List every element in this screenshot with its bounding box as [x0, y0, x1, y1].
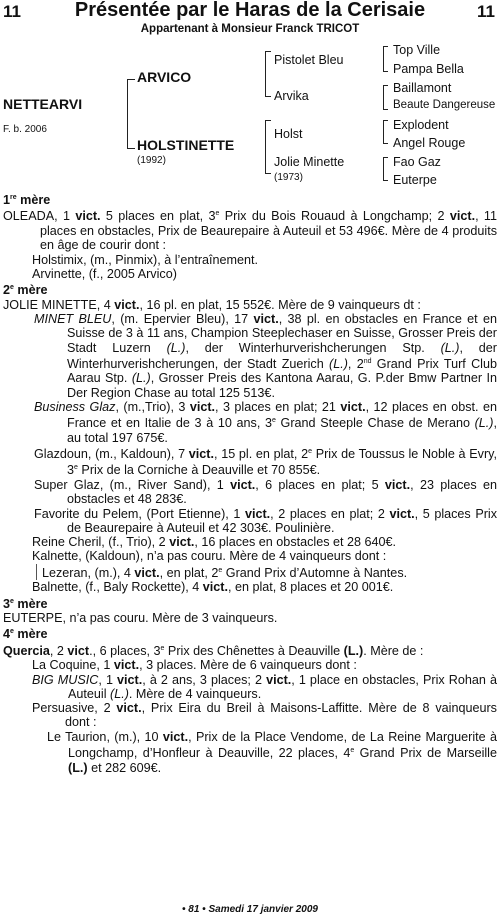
lot-number-right: 11 [477, 2, 495, 21]
gen4-2: Pampa Bella [393, 62, 464, 76]
sire-sire: Pistolet Bleu [274, 53, 344, 67]
dam-name: HOLSTINETTE [137, 137, 235, 153]
third-dam-entry: EUTERPE, n’a pas couru. Mère de 3 vainqueurs. [3, 611, 278, 625]
dam-dam: Jolie Minette [274, 155, 345, 169]
produce-persuasive: Persuasive, 2 vict., Prix Eira du Breil à Maisons-Laffitte. Mère de 8 vainqueurs dont : [32, 701, 497, 730]
horse-name: NETTEARVI [3, 96, 83, 112]
gen4-8: Euterpe [393, 173, 437, 187]
fourth-dam-heading: 4e mère [3, 627, 48, 642]
third-dam-heading: 3e mère [3, 596, 48, 611]
gen4-5: Explodent [393, 118, 449, 132]
produce-lezeran: Lezeran, (m.), 4 vict., en plat, 2e Grand Prix d’Automne à Nantes. [42, 565, 408, 580]
produce-record [3, 191, 497, 775]
first-dam-heading: 1re mère [3, 193, 51, 208]
second-dam-entry: JOLIE MINETTE, 4 vict., 16 pl. en plat, 15 552€. Mère de 9 vainqueurs dt : [3, 297, 421, 312]
gen4-7: Fao Gaz [393, 155, 441, 169]
produce-super-glaz: Super Glaz, (m., River Sand), 1 vict., 6 places en plat; 5 vict., 23 places en obstacles et 48 283€. [34, 477, 497, 507]
produce-le-taurion: Le Taurion, (m.), 10 vict., Prix de la Place Vendome, de La Reine Marguerite à Longchamp, d’Honfleur à Deauville, 22 places, 4e Grand Prix de Marseille (L.) et 282 609€. [47, 729, 498, 775]
dam-sire: Holst [274, 127, 303, 141]
fourth-dam-entry: Quercia, 2 vict., 6 places, 3e Prix des Chênettes à Deauville (L.). Mère de : [3, 643, 424, 658]
lot-number-left: 11 [3, 2, 21, 21]
sire-name: ARVICO [137, 69, 192, 85]
produce-big-music: BIG MUSIC, 1 vict., à 2 ans, 3 places; 2 vict., 1 place en obstacles, Prix Rohan à Auteuil (L.). Mère de 4 vainqueurs. [32, 672, 497, 701]
sire-dam: Arvika [274, 89, 309, 103]
produce-arvinette: Arvinette, (f., 2005 Arvico) [32, 266, 177, 281]
gen4-4: Beaute Dangereuse [393, 99, 496, 111]
produce-holstimix: Holstimix, (m., Pinmix), à l’entraînement. [32, 252, 259, 267]
produce-la-coquine: La Coquine, 1 vict., 3 places. Mère de 6 vainqueurs dont : [32, 658, 357, 673]
produce-business-glaz: Business Glaz, (m.,Trio), 3 vict., 3 places en plat; 21 vict., 12 places en obst. en France et en Italie de 3 à 10 ans, 3e Grand Steeple Chase de Merano (L.), au total 197 675€. [34, 399, 497, 445]
gen4-3: Baillamont [393, 81, 452, 95]
page-footer: • 81 • Samedi 17 janvier 2009 [182, 904, 318, 915]
page-title: Présentée par le Haras de la Cerisaie [74, 0, 426, 21]
produce-minet-bleu: MINET BLEU, (m. Epervier Bleu), 17 vict., 38 pl. en obstacles en France et en Suisse de 3 à 11 ans, Champion Steeplechaser en Suisse, Grosser Preis der Stadt Luzern (L.), der Winterhurverishcherungen Stp. (L.), der Winterhurverishcherungen, der Stadt Zuerich (L.), 2nd Grand Prix Turf Club Aarau Stp. (L.), Grosser Preis des Kantona Aarau, G. P.der Bmw Partner In Der Region Chase au total 125 513€. [34, 311, 498, 400]
gen4-1: Top Ville [393, 43, 441, 57]
produce-favorite: Favorite du Pelem, (Port Etienne), 1 vict., 2 places en plat; 2 vict., 5 places Prix de Beaurepaire à Auteuil et 42 303€. Poulinière. [34, 506, 498, 535]
second-dam-heading: 2e mère [3, 283, 48, 298]
kalnette-produce [36, 564, 497, 580]
horse-info: F. b. 2006 [3, 124, 47, 135]
dam-year: (1992) [137, 155, 166, 166]
owner-line: Appartenant à Monsieur Franck TRICOT [140, 23, 360, 35]
dam-dam-year: (1973) [274, 172, 303, 183]
produce-kalnette: Kalnette, (Kaldoun), n’a pas couru. Mère de 4 vainqueurs dont : [32, 549, 387, 564]
gen4-6: Angel Rouge [393, 136, 466, 150]
first-dam-entry: OLEADA, 1 vict. 5 places en plat, 3e Prix du Bois Rouaud à Longchamp; 2 vict., 11 places en obstacles, Prix de Beaurepaire à Auteuil et 53 496€. Mère de 4 produits en âge de courir dont : [3, 209, 498, 253]
produce-glazdoun: Glazdoun, (m., Kaldoun), 7 vict., 15 pl. en plat, 2e Prix de Toussus le Noble à Evry, 3e Prix de la Corniche à Deauville et 70 855€. [34, 447, 498, 478]
produce-balnette: Balnette, (f., Baly Rockette), 4 vict., en plat, 8 places et 20 001€. [32, 580, 394, 595]
produce-reine-cheril: Reine Cheril, (f., Trio), 2 vict., 16 places en obstacles et 28 640€. [32, 535, 397, 550]
